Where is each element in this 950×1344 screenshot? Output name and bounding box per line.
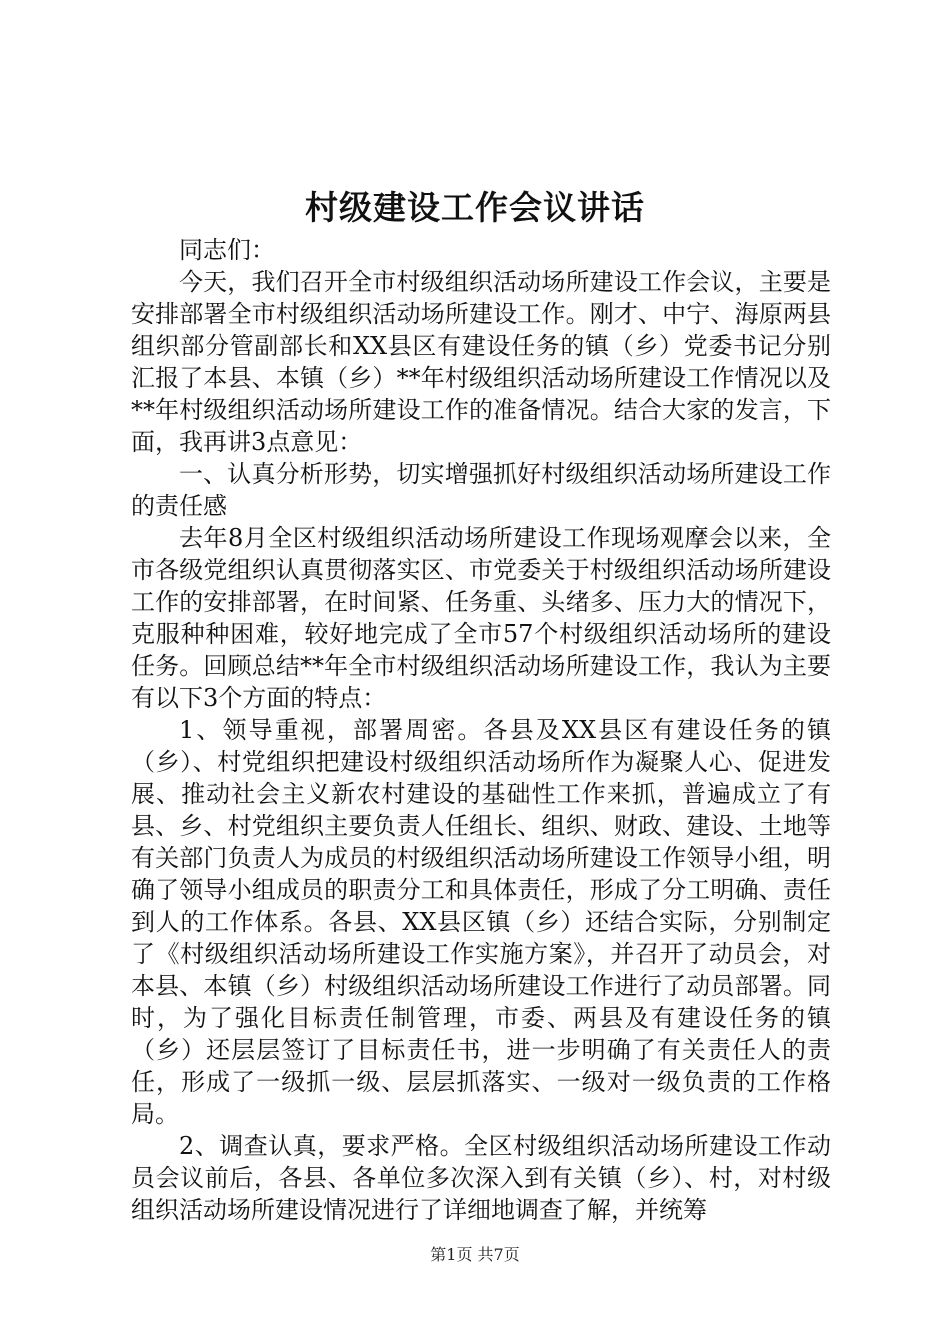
document-body — [131, 234, 831, 1226]
document-title: 村级建设工作会议讲话 — [305, 188, 645, 227]
page-number-footer: 第1页 共7页 — [430, 1245, 520, 1264]
paragraph-point-1: 1、领导重视，部署周密。各县及XX县区有建设任务的镇（乡）、村党组织把建设村级组织活动场所作为凝聚人心、促进发展、推动社会主义新农村建设的基础性工作来抓，普遍成立了有县、乡、村党组织主要负责人任组长、组织、财政、建设、土地等有关部门负责人为成员的村级组织活动场所建设工作领导小组，明确了领导小组成员的职责分工和具体责任，形成了分工明确、责任到人的工作体系。各县、XX县区镇（乡）还结合实际，分别制定了《村级组织活动场所建设工作实施方案》，并召开了动员会，对本县、本镇（乡）村级组织活动场所建设工作进行了动员部署。同时，为了强化目标责任制管理，市委、两县及有建设任务的镇（乡）还层层签订了目标责任书，进一步明确了有关责任人的责任，形成了一级抓一级、层层抓落实、一级对一级负责的工作格局。 — [131, 716, 831, 1128]
paragraph-review: 去年8月全区村级组织活动场所建设工作现场观摩会以来，全市各级党组织认真贯彻落实区、市党委关于村级组织活动场所建设工作的安排部署，在时间紧、任务重、头绪多、压力大的情况下，克服种种困难，较好地完成了全市57个村级组织活动场所的建设任务。回顾总结**年全市村级组织活动场所建设工作，我认为主要有以下3个方面的特点： — [131, 524, 831, 712]
paragraph-section-heading-1: 一、认真分析形势，切实增强抓好村级组织活动场所建设工作的责任感 — [131, 460, 831, 520]
paragraph-salutation: 同志们： — [179, 236, 275, 264]
paragraph-point-2: 2、调查认真，要求严格。全区村级组织活动场所建设工作动员会议前后，各县、各单位多次深入到有关镇（乡）、村，对村级组织活动场所建设情况进行了详细地调查了解，并统筹 — [131, 1132, 831, 1224]
paragraph-intro: 今天，我们召开全市村级组织活动场所建设工作会议，主要是安排部署全市村级组织活动场所建设工作。刚才、中宁、海原两县组织部分管副部长和XX县区有建设任务的镇（乡）党委书记分别汇报了本县、本镇（乡）**年村级组织活动场所建设工作情况以及**年村级组织活动场所建设工作的准备情况。结合大家的发言，下面，我再讲3点意见： — [131, 268, 831, 456]
